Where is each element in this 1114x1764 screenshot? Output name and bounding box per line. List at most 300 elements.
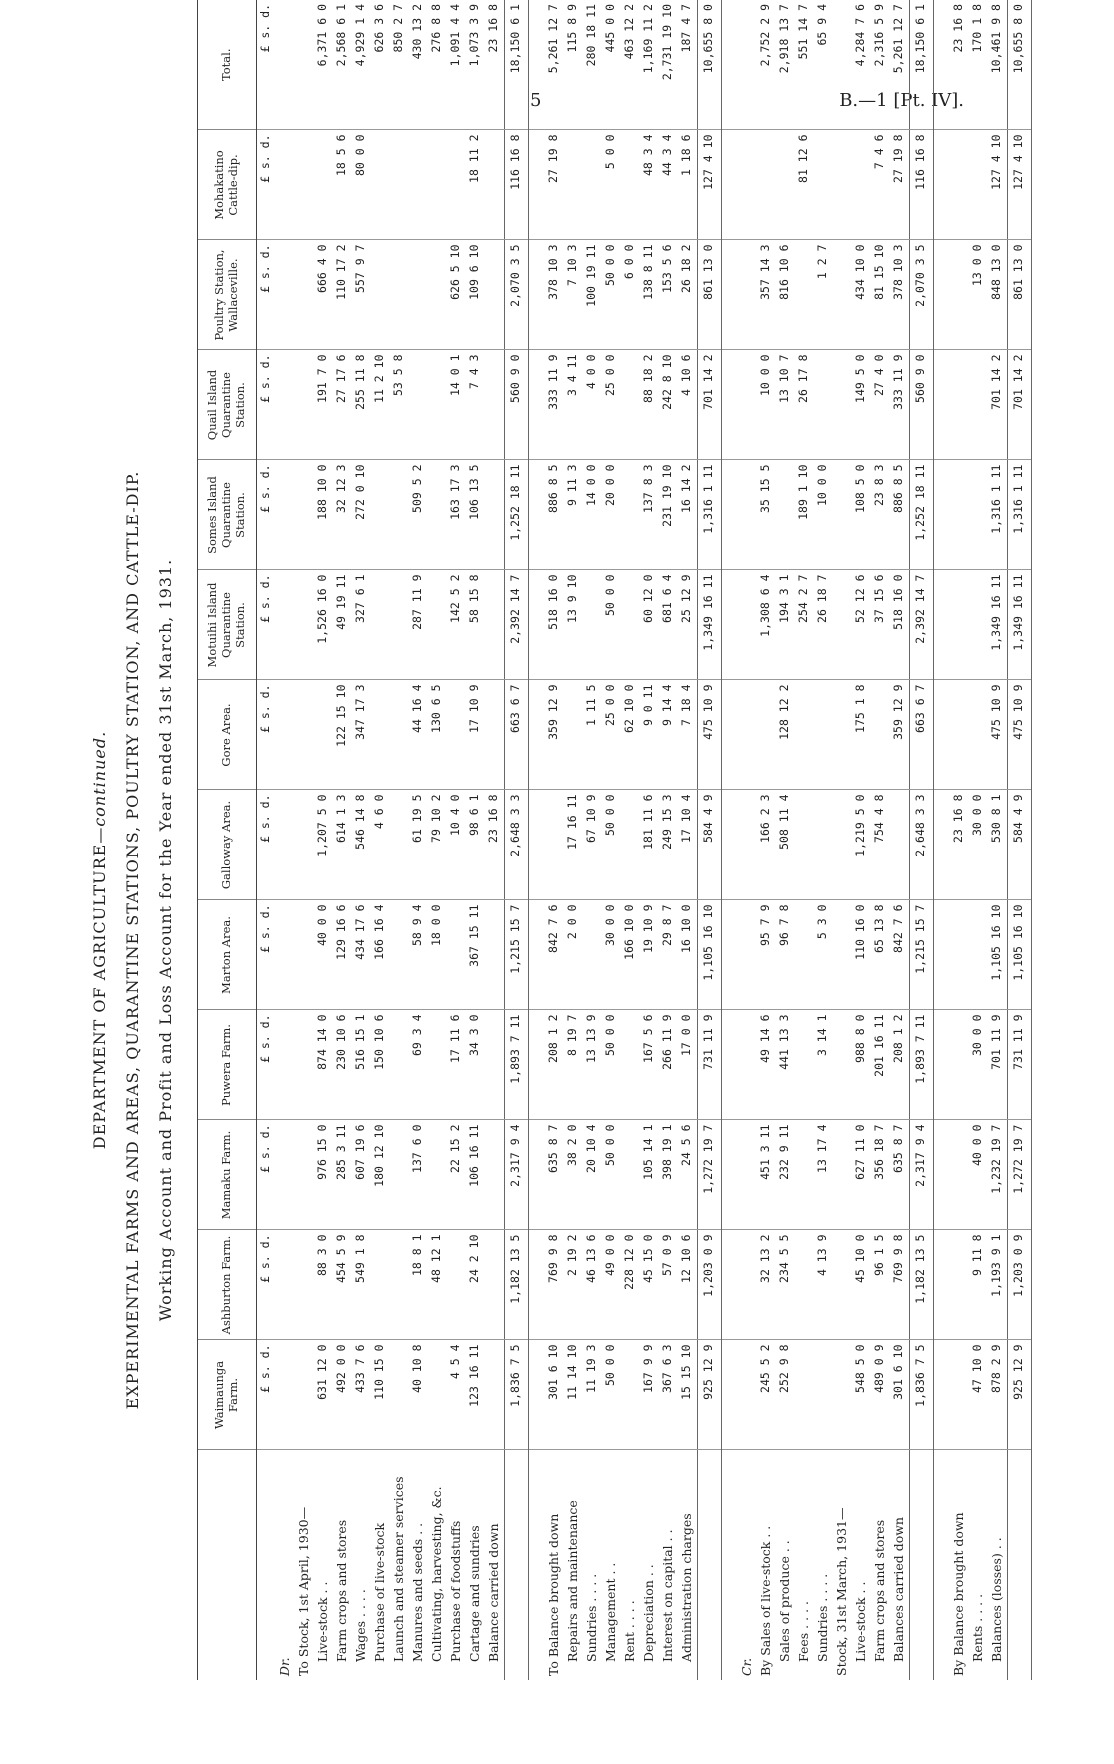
spacer-cell [722, 460, 739, 570]
amount-cell: 2 19 2 [564, 1230, 583, 1340]
spacer-row [934, 0, 951, 1680]
amount-cell: 96 1 5 [871, 1230, 890, 1340]
amount-cell: 1,893 7 11 [910, 1010, 934, 1120]
amount-cell: 2,752 2 9 [757, 0, 776, 130]
amount-cell [447, 900, 466, 1010]
amount-cell [950, 1230, 969, 1340]
row-label: Cr. [739, 1657, 754, 1676]
row-label: Farm crops and stores [872, 1519, 887, 1662]
amount-cell: 584 4 9 [1008, 790, 1032, 900]
amount-cell [371, 130, 390, 240]
amount-cell: 1,272 19 7 [1008, 1120, 1032, 1230]
amount-cell [276, 460, 295, 570]
table-row [871, 0, 890, 1680]
amount-cell: 95 7 9 [757, 900, 776, 1010]
amount-cell: 24 5 6 [678, 1120, 698, 1230]
spacer-cell [722, 1340, 739, 1450]
amount-cell: 26 18 7 [814, 570, 833, 680]
table-row [833, 0, 852, 1680]
amount-cell [428, 130, 447, 240]
amount-cell [447, 1230, 466, 1340]
amount-cell [390, 240, 409, 350]
amount-cell [621, 570, 640, 680]
amount-cell: 232 9 11 [776, 1120, 795, 1230]
amount-cell [276, 130, 295, 240]
amount-cell: 1 11 5 [583, 680, 602, 790]
amount-cell [776, 130, 795, 240]
amount-cell: 181 11 6 [640, 790, 659, 900]
working-account-table [197, 0, 1032, 1680]
amount-cell [833, 130, 852, 240]
amount-cell [738, 1230, 757, 1340]
amount-cell [738, 570, 757, 680]
amount-cell: 475 10 9 [988, 680, 1008, 790]
amount-cell: 67 10 9 [583, 790, 602, 900]
table-row [371, 0, 390, 1680]
amount-cell: 1,193 9 1 [988, 1230, 1008, 1340]
amount-cell: 367 6 3 [659, 1340, 678, 1450]
spacer-cell [529, 1120, 546, 1230]
amount-cell: 22 15 2 [447, 1120, 466, 1230]
amount-cell: 701 14 2 [1008, 350, 1032, 460]
column-header: Motuihi Island Quarantine Station. [198, 570, 257, 680]
amount-cell [545, 790, 564, 900]
amount-cell: 7 4 3 [466, 350, 485, 460]
amount-cell: 631 12 0 [314, 1340, 333, 1450]
amount-cell [621, 460, 640, 570]
amount-cell [738, 680, 757, 790]
row-label: Launch and steamer services [391, 1476, 406, 1662]
amount-cell: 26 17 8 [795, 350, 814, 460]
amount-cell [833, 900, 852, 1010]
amount-cell: 925 12 9 [1008, 1340, 1032, 1450]
amount-cell: 2,070 3 5 [910, 240, 934, 350]
row-label: Purchase of foodstuffs [448, 1520, 463, 1662]
amount-cell: 2,070 3 5 [505, 240, 529, 350]
amount-cell [428, 1340, 447, 1450]
amount-cell: 12 10 6 [678, 1230, 698, 1340]
amount-cell [833, 1230, 852, 1340]
amount-cell: 11 19 3 [583, 1340, 602, 1450]
amount-cell [621, 350, 640, 460]
amount-cell: 1 2 7 [814, 240, 833, 350]
amount-cell [295, 570, 314, 680]
amount-cell: 518 16 0 [890, 570, 910, 680]
row-label: By Balance brought down [951, 1512, 966, 1676]
amount-cell [390, 900, 409, 1010]
amount-cell: 5,261 12 7 [545, 0, 564, 130]
amount-cell [428, 240, 447, 350]
amount-cell: 441 13 3 [776, 1010, 795, 1120]
amount-cell [738, 1120, 757, 1230]
amount-cell: 23 16 8 [485, 0, 505, 130]
amount-cell: 10 0 0 [757, 350, 776, 460]
amount-cell [390, 1010, 409, 1120]
amount-cell: 1,836 7 5 [505, 1340, 529, 1450]
spacer-cell [934, 350, 951, 460]
amount-cell [485, 900, 505, 1010]
amount-cell: 138 8 11 [640, 240, 659, 350]
amount-cell [390, 1120, 409, 1230]
amount-cell [583, 570, 602, 680]
amount-cell [390, 680, 409, 790]
amount-cell: 546 14 8 [352, 790, 371, 900]
amount-cell: 18 5 6 [333, 130, 352, 240]
amount-cell: 2,317 9 4 [910, 1120, 934, 1230]
amount-cell: 359 12 9 [890, 680, 910, 790]
row-label: Sales of produce . . [777, 1540, 792, 1662]
amount-cell: 551 14 7 [795, 0, 814, 130]
amount-cell [833, 460, 852, 570]
amount-cell: 201 16 11 [871, 1010, 890, 1120]
amount-cell: 166 2 3 [757, 790, 776, 900]
table-row [352, 0, 371, 1680]
amount-cell: 29 8 7 [659, 900, 678, 1010]
spacer-row [722, 0, 739, 1680]
amount-cell [371, 680, 390, 790]
amount-cell: 17 11 6 [447, 1010, 466, 1120]
amount-cell: 44 16 4 [409, 680, 428, 790]
row-label: Repairs and maintenance [565, 1500, 580, 1662]
amount-cell: 287 11 9 [409, 570, 428, 680]
amount-cell: 976 15 0 [314, 1120, 333, 1230]
table-row [447, 0, 466, 1680]
amount-cell [428, 570, 447, 680]
amount-cell: 166 16 4 [371, 900, 390, 1010]
column-header: Mamaku Farm. [198, 1120, 257, 1230]
amount-cell: 79 10 2 [428, 790, 447, 900]
amount-cell: 230 10 6 [333, 1010, 352, 1120]
amount-cell: 1,349 16 11 [698, 570, 722, 680]
amount-cell: 3 4 11 [564, 350, 583, 460]
amount-cell: 191 7 0 [314, 350, 333, 460]
amount-cell: 769 9 8 [890, 1230, 910, 1340]
amount-cell: 15 15 10 [678, 1340, 698, 1450]
spacer-cell [934, 1450, 951, 1680]
amount-cell: 530 8 1 [988, 790, 1008, 900]
units-cell: £ s. d. [257, 1230, 277, 1340]
amount-cell: 163 17 3 [447, 460, 466, 570]
spacer-cell [934, 1010, 951, 1120]
column-header-row [198, 0, 257, 1680]
spacer-cell [529, 1010, 546, 1120]
amount-cell [950, 570, 969, 680]
amount-cell: 50 0 0 [602, 1340, 621, 1450]
amount-cell [371, 460, 390, 570]
amount-cell: 9 11 8 [969, 1230, 988, 1340]
amount-cell: 25 0 0 [602, 680, 621, 790]
amount-cell: 150 10 6 [371, 1010, 390, 1120]
table-row [678, 0, 698, 1680]
amount-cell [485, 130, 505, 240]
amount-cell: 115 8 9 [564, 0, 583, 130]
table-row [738, 0, 757, 1680]
table-row [795, 0, 814, 1680]
amount-cell: 11 2 10 [371, 350, 390, 460]
amount-cell: 16 14 2 [678, 460, 698, 570]
amount-cell: 1,215 15 7 [910, 900, 934, 1010]
amount-cell: 6,371 6 0 [314, 0, 333, 130]
amount-cell: 4 5 4 [447, 1340, 466, 1450]
amount-cell: 34 3 0 [466, 1010, 485, 1120]
amount-cell: 549 1 8 [352, 1230, 371, 1340]
amount-cell: 8 19 7 [564, 1010, 583, 1120]
amount-cell [276, 790, 295, 900]
amount-cell: 701 14 2 [988, 350, 1008, 460]
amount-cell [950, 680, 969, 790]
table-row [583, 0, 602, 1680]
amount-cell: 1,349 16 11 [988, 570, 1008, 680]
table-row [776, 0, 795, 1680]
amount-cell: 861 13 0 [1008, 240, 1032, 350]
amount-cell [621, 1010, 640, 1120]
amount-cell: 62 10 0 [621, 680, 640, 790]
amount-cell: 153 5 6 [659, 240, 678, 350]
amount-cell: 842 7 6 [890, 900, 910, 1010]
units-cell: £ s. d. [257, 240, 277, 350]
amount-cell: 1,893 7 11 [505, 1010, 529, 1120]
amount-cell [583, 130, 602, 240]
amount-cell [371, 570, 390, 680]
spacer-cell [722, 240, 739, 350]
amount-cell: 584 4 9 [698, 790, 722, 900]
spacer-cell [934, 0, 951, 130]
amount-cell [969, 570, 988, 680]
amount-cell: 10,655 8 0 [698, 0, 722, 130]
amount-cell [950, 460, 969, 570]
spacer-cell [722, 1010, 739, 1120]
amount-cell: 433 7 6 [352, 1340, 371, 1450]
row-label [910, 1450, 934, 1680]
units-cell: £ s. d. [257, 130, 277, 240]
amount-cell: 48 3 4 [640, 130, 659, 240]
amount-cell [409, 350, 428, 460]
row-label: Balances carried down [891, 1517, 906, 1662]
spacer-cell [934, 900, 951, 1010]
spacer-cell [722, 0, 739, 130]
table-row [485, 0, 505, 1680]
amount-cell: 1,252 18 11 [505, 460, 529, 570]
spacer-cell [529, 680, 546, 790]
units-cell: £ s. d. [257, 680, 277, 790]
row-label: Interest on capital . . [660, 1529, 675, 1662]
amount-cell [428, 1120, 447, 1230]
amount-cell [950, 240, 969, 350]
amount-cell [950, 130, 969, 240]
amount-cell [485, 240, 505, 350]
amount-cell: 626 3 6 [371, 0, 390, 130]
amount-cell: 13 17 4 [814, 1120, 833, 1230]
amount-cell: 60 12 0 [640, 570, 659, 680]
amount-cell [738, 0, 757, 130]
amount-cell: 49 0 0 [602, 1230, 621, 1340]
amount-cell [969, 350, 988, 460]
amount-cell: 509 5 2 [409, 460, 428, 570]
amount-cell: 451 3 11 [757, 1120, 776, 1230]
row-label: Purchase of live-stock [372, 1522, 387, 1662]
amount-cell: 194 3 1 [776, 570, 795, 680]
amount-cell [295, 240, 314, 350]
amount-cell: 231 19 10 [659, 460, 678, 570]
amount-cell: 701 11 9 [988, 1010, 1008, 1120]
amount-cell: 208 1 2 [545, 1010, 564, 1120]
amount-cell [795, 240, 814, 350]
table-row [969, 0, 988, 1680]
amount-cell: 9 11 3 [564, 460, 583, 570]
row-label: Manures and seeds . . [410, 1522, 425, 1662]
amount-cell [276, 1120, 295, 1230]
amount-cell: 47 10 0 [969, 1340, 988, 1450]
amount-cell [485, 570, 505, 680]
amount-cell: 4 6 0 [371, 790, 390, 900]
spacer-cell [529, 0, 546, 130]
amount-cell [795, 1120, 814, 1230]
spacer-cell [529, 570, 546, 680]
amount-cell: 45 10 0 [852, 1230, 871, 1340]
department-title-continued: continued. [90, 730, 109, 827]
spacer-cell [722, 130, 739, 240]
amount-cell: 1,215 15 7 [505, 900, 529, 1010]
table-row [390, 0, 409, 1680]
amount-cell: 116 16 8 [505, 130, 529, 240]
amount-cell: 40 0 0 [314, 900, 333, 1010]
row-label: Cultivating, harvesting, &c. [429, 1486, 444, 1662]
amount-cell: 142 5 2 [447, 570, 466, 680]
amount-cell [890, 790, 910, 900]
amount-cell: 681 6 4 [659, 570, 678, 680]
amount-cell [833, 350, 852, 460]
amount-cell: 848 13 0 [988, 240, 1008, 350]
amount-cell: 254 2 7 [795, 570, 814, 680]
amount-cell [390, 570, 409, 680]
amount-cell [776, 460, 795, 570]
amount-cell: 333 11 9 [545, 350, 564, 460]
amount-cell: 187 4 7 [678, 0, 698, 130]
amount-cell: 1,091 4 4 [447, 0, 466, 130]
amount-cell: 1,232 19 7 [988, 1120, 1008, 1230]
amount-cell: 106 16 11 [466, 1120, 485, 1230]
amount-cell: 167 9 9 [640, 1340, 659, 1450]
amount-cell: 116 16 8 [910, 130, 934, 240]
amount-cell: 886 8 5 [890, 460, 910, 570]
amount-cell: 127 4 10 [698, 130, 722, 240]
units-cell: £ s. d. [257, 0, 277, 130]
amount-cell: 110 15 0 [371, 1340, 390, 1450]
spacer-cell [722, 570, 739, 680]
amount-cell: 635 8 7 [545, 1120, 564, 1230]
column-header: Somes Island Quarantine Station. [198, 460, 257, 570]
amount-cell: 129 16 6 [333, 900, 352, 1010]
amount-cell [795, 900, 814, 1010]
amount-cell: 20 10 4 [583, 1120, 602, 1230]
amount-cell: 4 0 0 [583, 350, 602, 460]
account-rows [276, 0, 1032, 1680]
amount-cell: 280 18 11 [583, 0, 602, 130]
amount-cell [950, 1120, 969, 1230]
row-label: Balance carried down [486, 1523, 501, 1662]
units-cell: £ s. d. [257, 570, 277, 680]
row-label: Sundries . . . . [815, 1573, 830, 1662]
amount-cell [371, 1230, 390, 1340]
amount-cell: 925 12 9 [698, 1340, 722, 1450]
column-header: Puwera Farm. [198, 1010, 257, 1120]
column-header: Waimaunga Farm. [198, 1340, 257, 1450]
amount-cell: 10,461 9 8 [988, 0, 1008, 130]
amount-cell: 58 15 8 [466, 570, 485, 680]
amount-cell: 9 0 11 [640, 680, 659, 790]
amount-cell [814, 790, 833, 900]
amount-cell: 130 6 5 [428, 680, 447, 790]
amount-cell: 13 10 7 [776, 350, 795, 460]
amount-cell [485, 1010, 505, 1120]
amount-cell: 454 5 9 [333, 1230, 352, 1340]
amount-cell: 548 5 0 [852, 1340, 871, 1450]
amount-cell: 108 5 0 [852, 460, 871, 570]
amount-cell [295, 790, 314, 900]
row-label: Depreciation . . [641, 1564, 656, 1662]
units-row [257, 0, 277, 1680]
amount-cell: 18,150 6 1 [505, 0, 529, 130]
amount-cell [485, 1230, 505, 1340]
amount-cell: 430 13 2 [409, 0, 428, 130]
amount-cell: 16 10 0 [678, 900, 698, 1010]
amount-cell [852, 130, 871, 240]
row-label [505, 1450, 529, 1680]
amount-cell: 378 10 3 [890, 240, 910, 350]
table-row [409, 0, 428, 1680]
spacer-cell [722, 1120, 739, 1230]
column-header: Galloway Area. [198, 790, 257, 900]
amount-cell [295, 460, 314, 570]
amount-cell: 27 19 8 [890, 130, 910, 240]
amount-cell: 6 0 0 [621, 240, 640, 350]
amount-cell: 49 19 11 [333, 570, 352, 680]
amount-cell: 23 8 3 [871, 460, 890, 570]
amount-cell: 37 15 6 [871, 570, 890, 680]
amount-cell [485, 350, 505, 460]
amount-cell [295, 350, 314, 460]
amount-cell: 2,316 5 9 [871, 0, 890, 130]
amount-cell: 13 13 9 [583, 1010, 602, 1120]
amount-cell [738, 350, 757, 460]
department-title-text: DEPARTMENT OF AGRICULTURE— [90, 826, 109, 1150]
table-row [466, 0, 485, 1680]
amount-cell: 1,272 19 7 [698, 1120, 722, 1230]
amount-cell [447, 130, 466, 240]
amount-cell [485, 1340, 505, 1450]
amount-cell: 25 12 9 [678, 570, 698, 680]
spacer-cell [934, 1120, 951, 1230]
amount-cell [833, 0, 852, 130]
amount-cell: 475 10 9 [1008, 680, 1032, 790]
amount-cell: 4 10 6 [678, 350, 698, 460]
table-row [910, 0, 934, 1680]
amount-cell: 50 0 0 [602, 570, 621, 680]
amount-cell [814, 1340, 833, 1450]
amount-cell: 69 3 4 [409, 1010, 428, 1120]
amount-cell: 40 0 0 [969, 1120, 988, 1230]
amount-cell [276, 350, 295, 460]
amount-cell: 23 16 8 [485, 790, 505, 900]
amount-cell [621, 1120, 640, 1230]
amount-cell [814, 680, 833, 790]
column-header: Quail Island Quarantine Station. [198, 350, 257, 460]
amount-cell: 1,207 5 0 [314, 790, 333, 900]
amount-cell [314, 680, 333, 790]
spacer-row [529, 0, 546, 1680]
column-header: Total. [198, 0, 257, 130]
amount-cell: 378 10 3 [545, 240, 564, 350]
